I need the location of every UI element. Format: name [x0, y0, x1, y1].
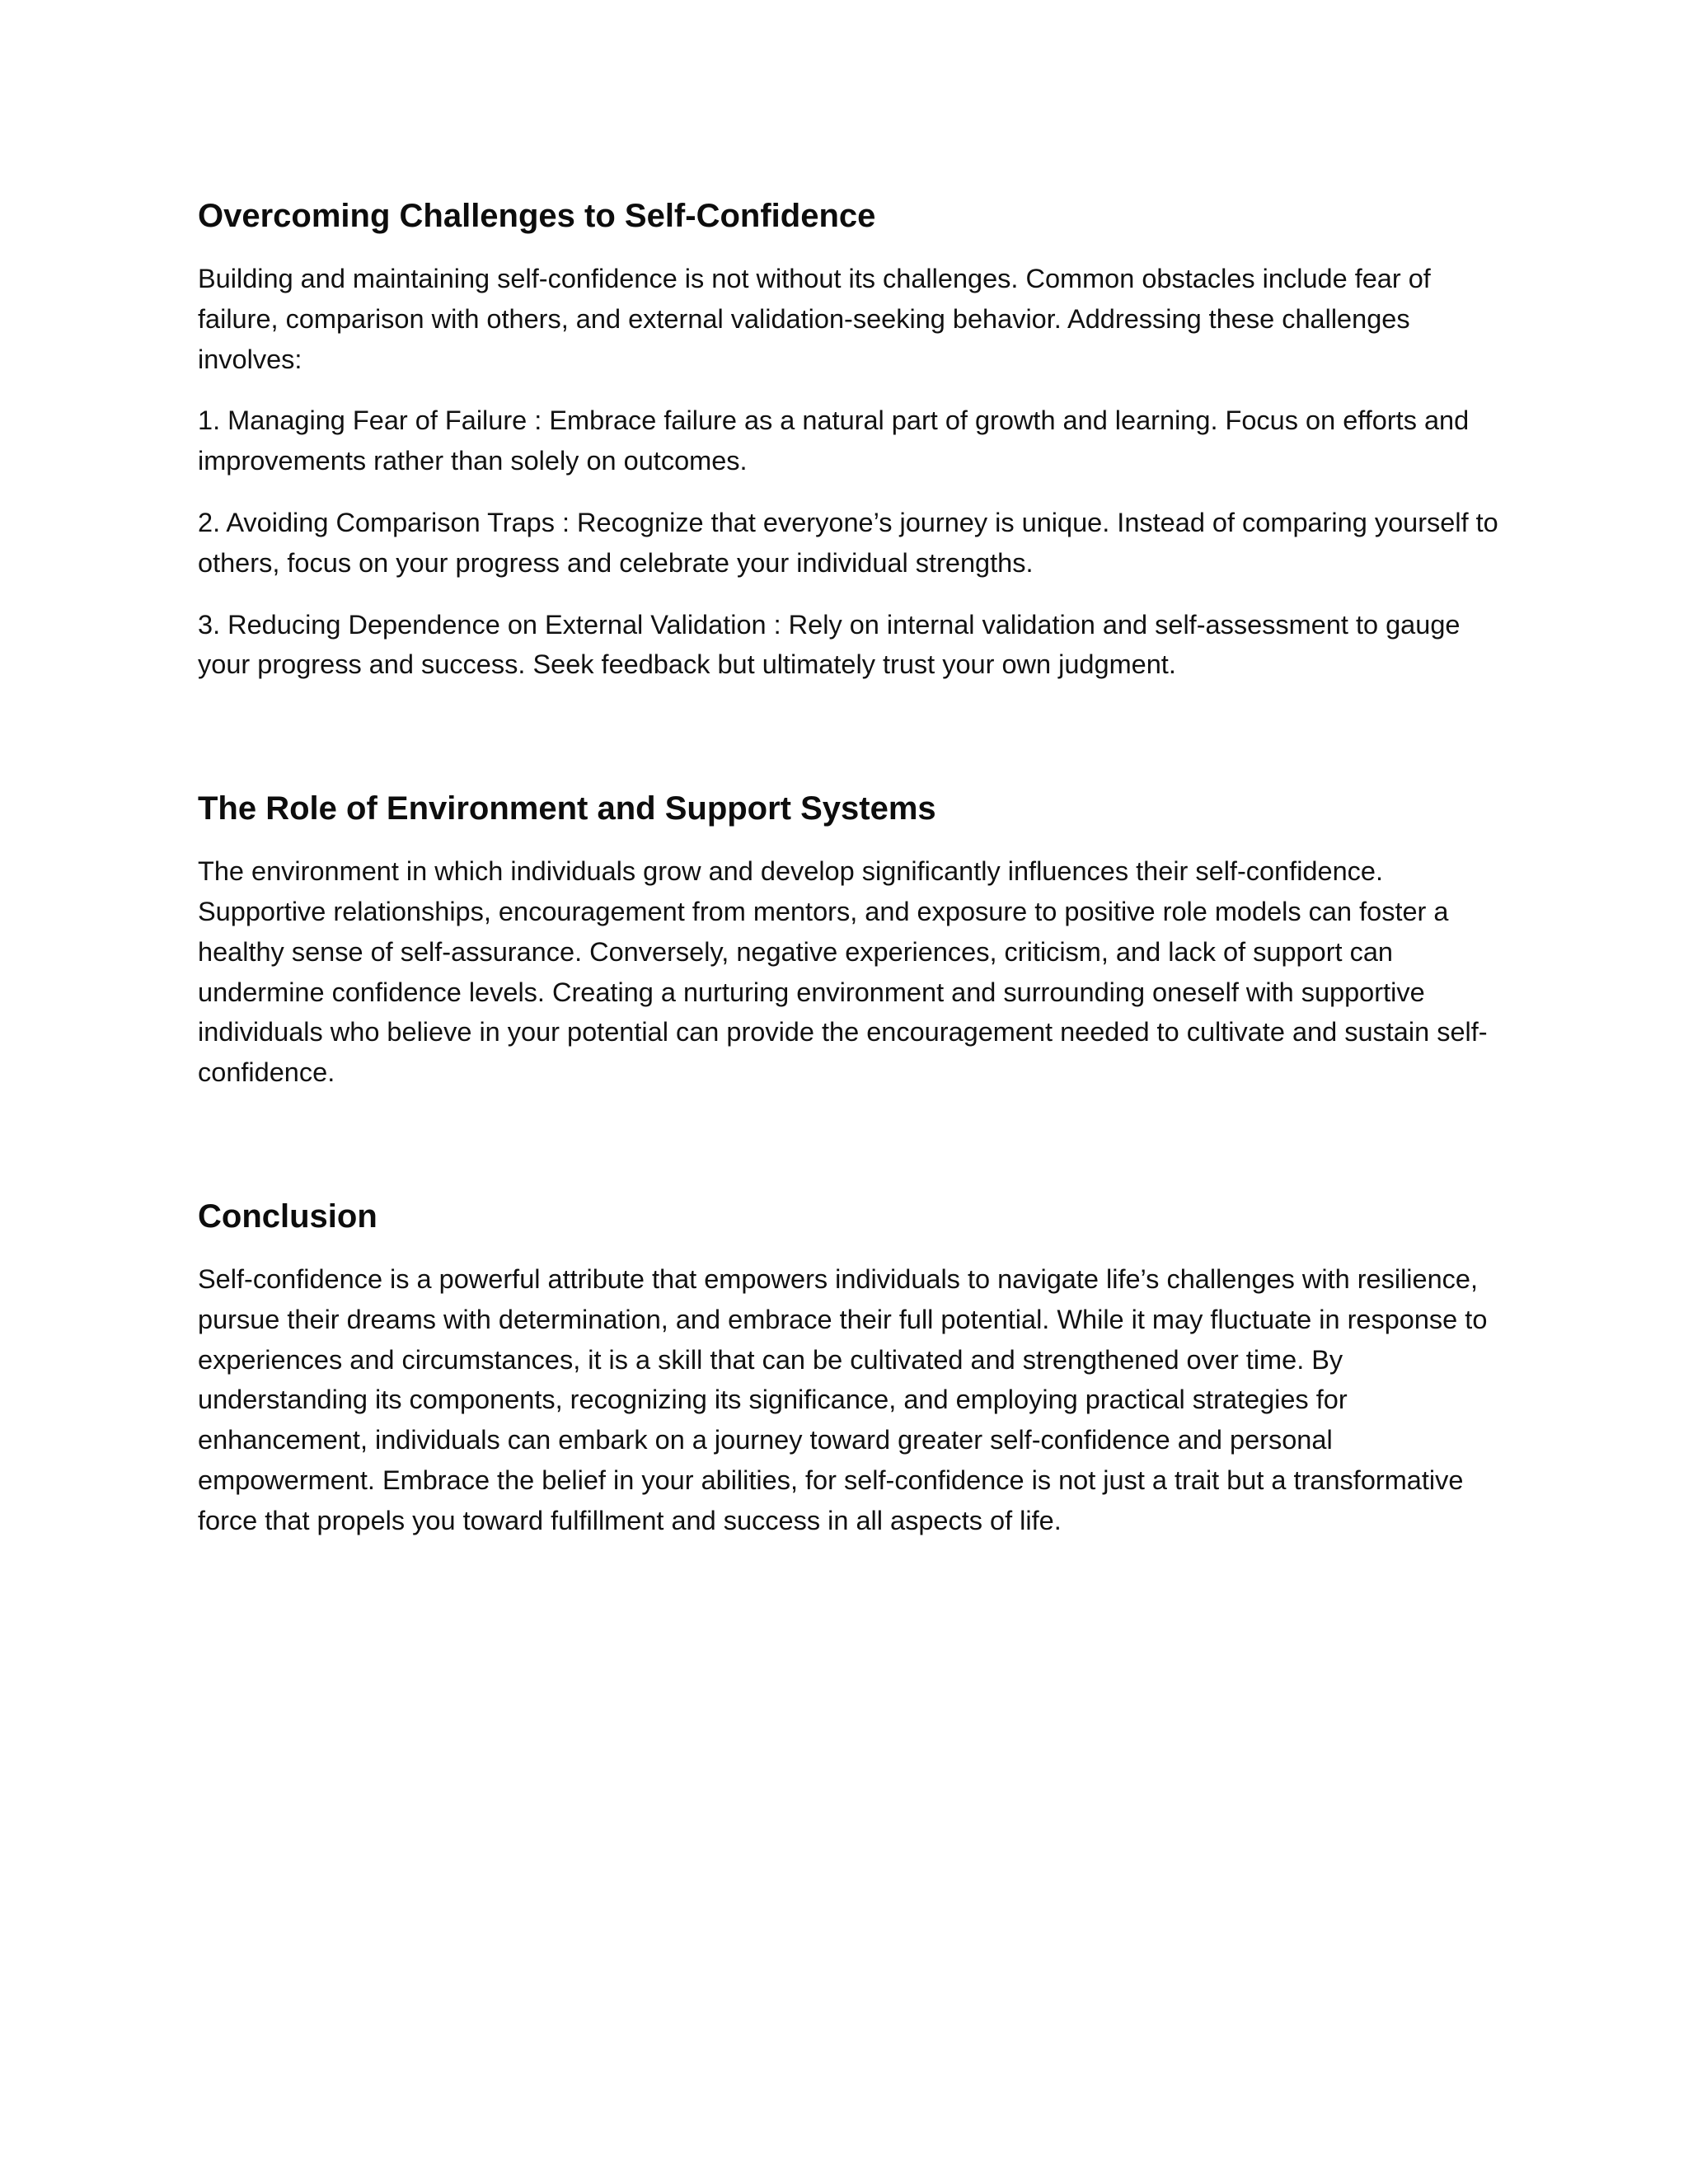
paragraph-conclusion: Self-confidence is a powerful attribute that empowers individuals to navigate life’s challenges with resilience, pursue their dreams with determination, and embrace their full potential. While it may fluctuate in response to experiences and circumstances, it is a skill that can be cultivated and strengthened over time. By understanding its components, recognizing its significance, and employing practical strategies for enhancement, individuals can embark on a journey toward greater self-confidence and personal empowerment. Embrace the belief in your abilities, for self-confidence is not just a trait but a transformative force that propels you toward fulfillment and success in all aspects of life.	[198, 1263, 1488, 1535]
paragraph-intro: Building and maintaining self-confidence is not without its challenges. Common obstacles include fear of failure, comparison with others, and external validation-seeking behavior. Addressing these challenges involves:	[198, 264, 1431, 374]
list-item-comparison-traps: 2. Avoiding Comparison Traps : Recognize that everyone’s journey is unique. Instead of comparing yourself to others, focus on your progress and celebrate your individual strengths.	[198, 507, 1498, 578]
section-heading: The Role of Environment and Support Systems	[198, 790, 936, 827]
section-conclusion	[198, 1195, 1504, 1541]
list-item-external-validation: 3. Reducing Dependence on External Validation : Rely on internal validation and self-assessment to gauge your progress and success. Seek feedback but ultimately trust your own judgment.	[198, 609, 1461, 680]
section-heading: Overcoming Challenges to Self-Confidence	[198, 198, 876, 234]
section-heading: Conclusion	[198, 1197, 377, 1235]
paragraph-environment: The environment in which individuals grow and develop significantly influences their self-confidence. Supportive relationships, encouragement from mentors, and exposure to positive role models can foster a healthy sense of self-assurance. Conversely, negative experiences, criticism, and lack of support can undermine confidence levels. Creating a nurturing environment and surrounding oneself with supportive individuals who believe in your potential can provide the encouragement needed to cultivate and sustain self-confidence.	[198, 856, 1488, 1088]
section-overcoming-challenges	[198, 194, 1504, 685]
section-environment-support	[198, 787, 1504, 1093]
list-item-fear-of-failure: 1. Managing Fear of Failure : Embrace failure as a natural part of growth and learning. Focus on efforts and improvements rather than solely on outcomes.	[198, 405, 1470, 476]
document-body	[198, 194, 1504, 1563]
